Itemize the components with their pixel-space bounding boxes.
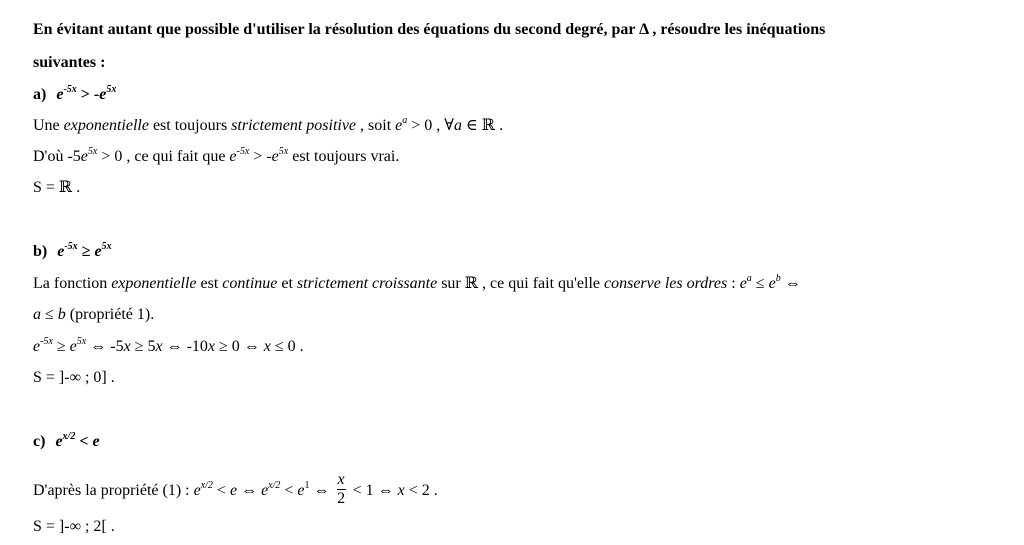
part-c-line-1: [33, 471, 438, 509]
math-var: x: [263, 338, 271, 355]
part-c-label: c): [33, 433, 46, 450]
part-a-line-2: [33, 146, 400, 165]
math-e: e: [297, 482, 305, 500]
emphasis: exponentielle: [63, 117, 149, 134]
math-exp: a: [746, 273, 752, 284]
text: est: [196, 275, 223, 292]
part-b-title-e2: e: [94, 243, 102, 260]
text: ⇔: [237, 482, 262, 500]
part-b-title-op: ≥: [77, 243, 95, 260]
text: est toujours: [148, 117, 232, 134]
math-exp: x/2: [268, 480, 281, 492]
math-var: a: [453, 117, 462, 134]
math-exp: -5x: [40, 336, 53, 347]
math-e: e: [395, 117, 403, 134]
text: ⇔: [309, 482, 334, 500]
emphasis: strictement croissante: [296, 275, 438, 292]
part-b-title-exp1: -5x: [64, 241, 78, 252]
part-c-title-op: <: [75, 433, 93, 450]
text: ⇔ -10: [162, 338, 208, 355]
text: ≥ 0 ⇔: [215, 338, 264, 355]
text: <: [212, 482, 230, 500]
emphasis: strictement positive: [231, 117, 357, 134]
math-var: x: [123, 338, 131, 355]
text: ⇔: [780, 275, 801, 292]
math-e: e: [193, 482, 201, 500]
math-exp: -5x: [236, 146, 250, 157]
part-b-line-2: [33, 307, 154, 323]
part-a-title-exp1: -5x: [63, 84, 77, 95]
text: ≥ 5: [130, 338, 156, 355]
text: (propriété 1).: [65, 306, 155, 323]
text: La fonction: [33, 275, 112, 292]
intro-line-2: suivantes :: [33, 54, 106, 71]
math-exp: 5x: [87, 146, 98, 157]
text: ⇔ -5: [86, 338, 124, 355]
part-b-solution: S = ]-∞ ; 0] .: [33, 369, 115, 386]
part-a-heading: [33, 84, 117, 103]
text: > 0 , ∀: [407, 117, 454, 134]
intro-line-1: En évitant autant que possible d'utiliser la résolution des équations du second degré, par Δ , résoudre les inéquations: [33, 21, 826, 38]
math-e: e: [229, 148, 237, 165]
math-exp: b: [775, 273, 781, 284]
text: :: [727, 275, 740, 292]
math-exp: 1: [304, 480, 310, 492]
part-b-line-1: [33, 273, 801, 292]
part-b-line-3: [33, 336, 304, 355]
math-e: e: [271, 148, 279, 165]
math-var: x: [155, 338, 163, 355]
part-a-title-exp2: 5x: [106, 84, 117, 95]
text: > 0 , ce qui fait que: [97, 148, 230, 165]
part-a-label: a): [33, 86, 47, 103]
part-a-title-e2: e: [99, 86, 107, 103]
text: ≤: [751, 275, 769, 292]
math-e: e: [80, 148, 88, 165]
part-b-heading: [33, 241, 112, 260]
text: < 2 .: [404, 482, 438, 500]
text: et: [277, 275, 297, 292]
math-e: e: [739, 275, 747, 292]
part-c-heading: [33, 431, 100, 450]
emphasis: continue: [222, 275, 278, 292]
text: sur ℝ , ce qui fait qu'elle: [437, 275, 604, 292]
fraction-x-over-2: [337, 472, 346, 507]
text: < 1 ⇔: [348, 482, 398, 500]
math-e: e: [229, 482, 238, 500]
math-e: e: [261, 482, 269, 500]
math-exp: 5x: [76, 336, 87, 347]
part-a-solution: S = ℝ .: [33, 179, 81, 196]
part-a-title-op: > -: [76, 86, 100, 103]
text: ∈ ℝ .: [461, 117, 504, 134]
text: ≥: [52, 338, 70, 355]
part-a-title-e1: e: [56, 86, 64, 103]
text: D'où -5: [33, 148, 81, 165]
math-e: e: [768, 275, 776, 292]
math-exp: x/2: [200, 480, 213, 492]
emphasis: conserve les ordres: [604, 275, 728, 292]
emphasis: exponentielle: [111, 275, 197, 292]
fraction-numerator: x: [337, 471, 345, 488]
text: Une: [33, 117, 64, 134]
part-b-title-e1: e: [57, 243, 65, 260]
part-c-title-e2: e: [92, 433, 100, 450]
part-c-solution: S = ]-∞ ; 2[ .: [33, 518, 115, 535]
part-b-title-exp2: 5x: [101, 241, 112, 252]
part-c-title-exp: x/2: [62, 431, 76, 442]
math-e: e: [69, 338, 77, 355]
part-a-line-1: [33, 115, 504, 134]
text: est toujours vrai.: [288, 148, 400, 165]
math-var: b: [57, 306, 66, 323]
fraction-denominator: 2: [337, 490, 346, 507]
math-exp: 5x: [278, 146, 289, 157]
part-b-label: b): [33, 243, 48, 260]
text: , soit: [356, 117, 396, 134]
math-e: e: [33, 338, 41, 355]
math-exp: a: [402, 115, 408, 126]
part-c-title-e1: e: [55, 433, 63, 450]
math-var: x: [397, 482, 405, 500]
math-var: x: [207, 338, 215, 355]
math-var: a: [33, 306, 41, 323]
text: ≤: [41, 306, 58, 323]
text: <: [280, 482, 298, 500]
text: ≤ 0 .: [270, 338, 304, 355]
text: D'après la propriété (1) :: [33, 482, 194, 500]
text: > -: [249, 148, 272, 165]
